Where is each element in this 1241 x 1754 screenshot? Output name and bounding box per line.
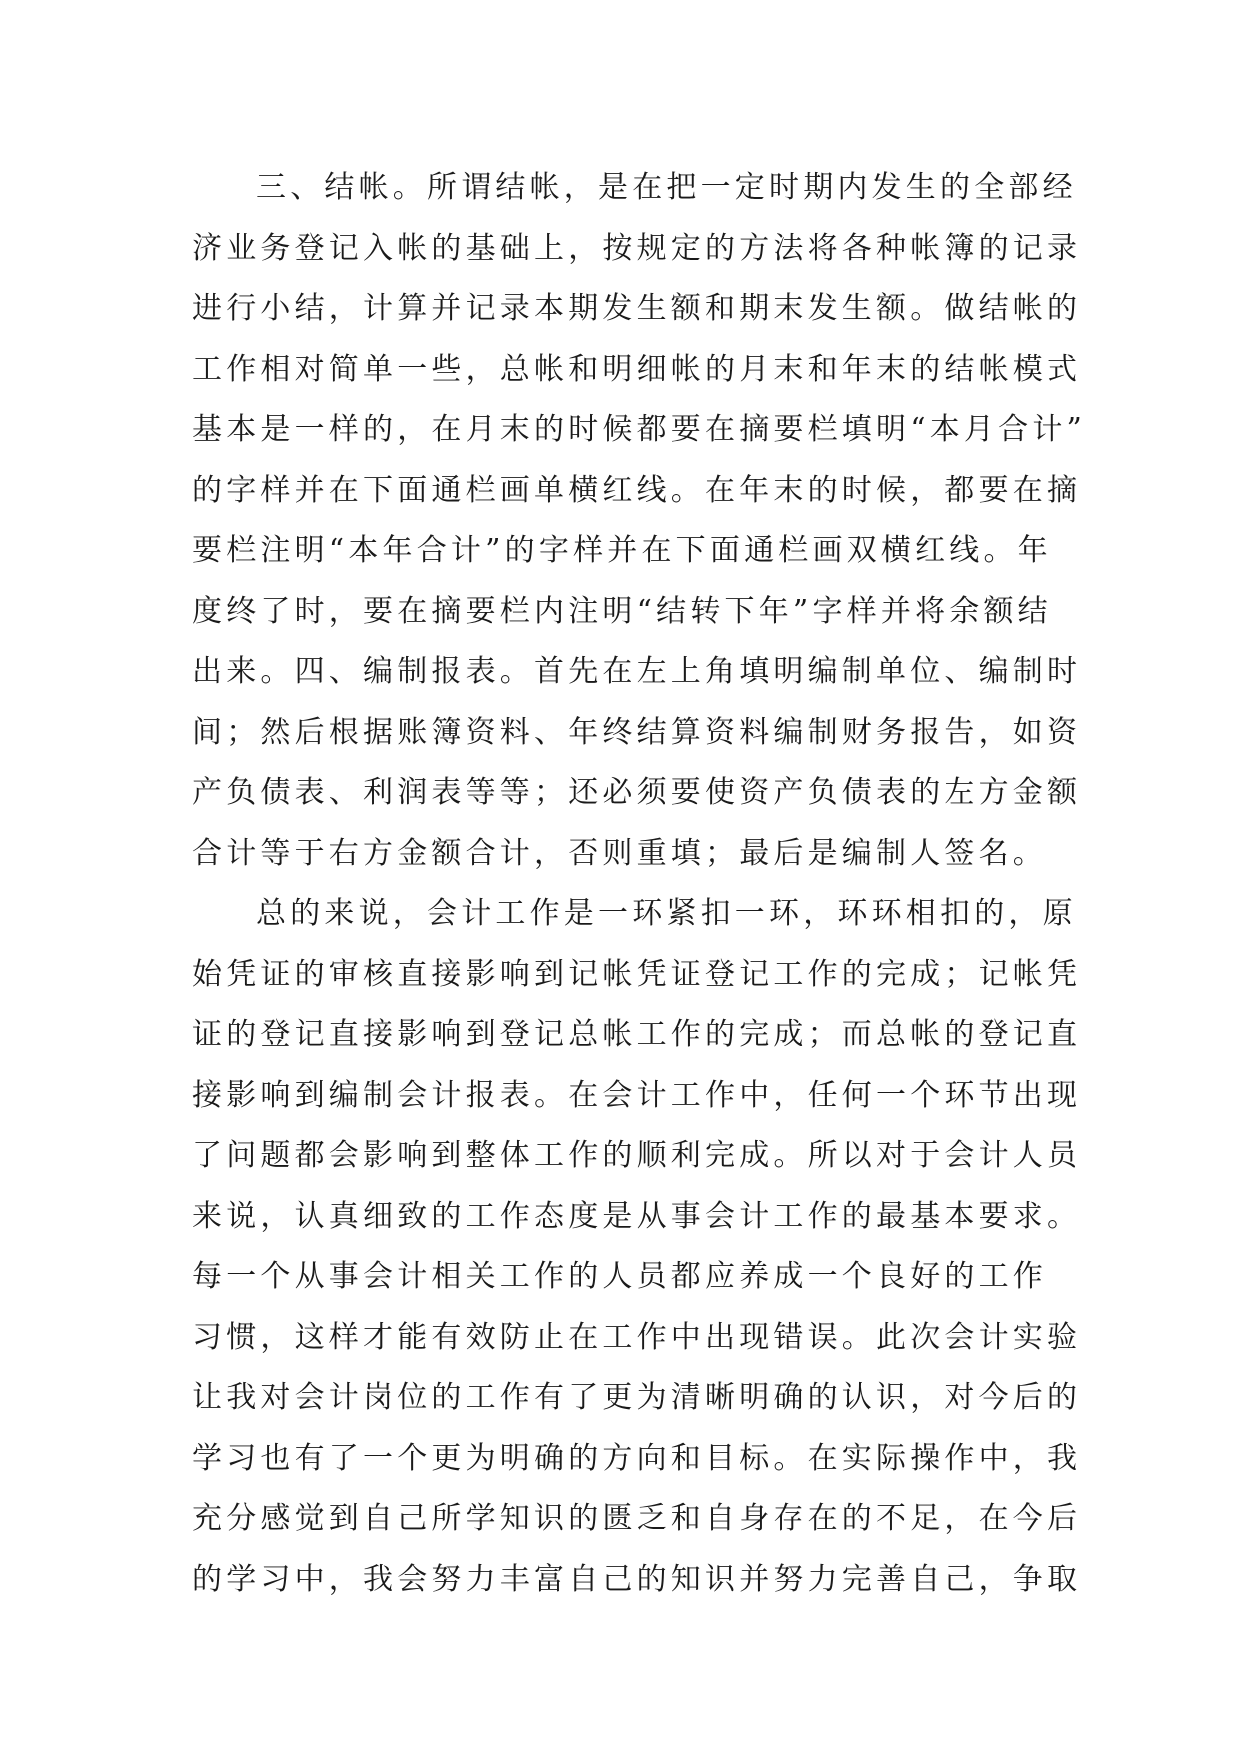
paragraph-1-line-2: 济业务登记入帐的基础上，按规定的方法将各种帐簿的记录 bbox=[192, 230, 1082, 266]
paragraph-2-line-1: 总的来说，会计工作是一环紧扣一环，环环相扣的，原 bbox=[256, 896, 1077, 931]
paragraph-2-line-9: 让我对会计岗位的工作有了更为清晰明确的认识，对今后的 bbox=[192, 1380, 1082, 1415]
paragraph-1-line-1: 三、结帐。所谓结帐，是在把一定时期内发生的全部经 bbox=[256, 170, 1077, 205]
paragraph-1-line-6: 的字样并在下面通栏画单横红线。在年末的时候，都要在摘 bbox=[192, 472, 1082, 508]
paragraph-2-line-11: 充分感觉到自己所学知识的匮乏和自身存在的不足，在今后 bbox=[192, 1501, 1082, 1536]
body-text bbox=[192, 158, 1092, 1610]
paragraph-2-line-10: 学习也有了一个更为明确的方向和目标。在实际操作中，我 bbox=[192, 1440, 1082, 1476]
paragraph-2-line-7: 每一个从事会计相关工作的人员都应养成一个良好的工作 bbox=[192, 1259, 1047, 1294]
paragraph-2-line-6: 来说，认真细致的工作态度是从事会计工作的最基本要求。 bbox=[192, 1198, 1082, 1234]
paragraph-1-line-8: 度终了时，要在摘要栏内注明“结转下年”字样并将余额结 bbox=[192, 593, 1052, 629]
paragraph-1-line-3: 进行小结，计算并记录本期发生额和期末发生额。做结帐的 bbox=[192, 291, 1082, 326]
paragraph-2-line-5: 了问题都会影响到整体工作的顺利完成。所以对于会计人员 bbox=[192, 1138, 1082, 1173]
paragraph-2-line-12: 的学习中，我会努力丰富自己的知识并努力完善自己，争取 bbox=[192, 1561, 1082, 1597]
paragraph-1-line-5: 基本是一样的，在月末的时候都要在摘要栏填明“本月合计” bbox=[192, 412, 1087, 447]
paragraph-1-line-11: 产负债表、利润表等等；还必须要使资产负债表的左方金额 bbox=[192, 775, 1082, 810]
paragraph-2-line-4: 接影响到编制会计报表。在会计工作中，任何一个环节出现 bbox=[192, 1077, 1082, 1113]
paragraph-1-line-4: 工作相对简单一些，总帐和明细帐的月末和年末的结帐模式 bbox=[192, 351, 1082, 387]
paragraph-2-line-8: 习惯，这样才能有效防止在工作中出现错误。此次会计实验 bbox=[192, 1319, 1082, 1355]
paragraph-2-line-3: 证的登记直接影响到登记总帐工作的完成；而总帐的登记直 bbox=[192, 1017, 1082, 1052]
paragraph-1-line-12: 合计等于右方金额合计，否则重填；最后是编制人签名。 bbox=[192, 835, 1047, 871]
paragraph-1-line-9: 出来。四、编制报表。首先在左上角填明编制单位、编制时 bbox=[192, 654, 1082, 689]
paragraph-2-line-2: 始凭证的审核直接影响到记帐凭证登记工作的完成；记帐凭 bbox=[192, 956, 1082, 992]
paragraph-1-line-7: 要栏注明“本年合计”的字样并在下面通栏画双横红线。年 bbox=[192, 533, 1052, 568]
paragraph-1-line-10: 间；然后根据账簿资料、年终结算资料编制财务报告，如资 bbox=[192, 714, 1082, 750]
